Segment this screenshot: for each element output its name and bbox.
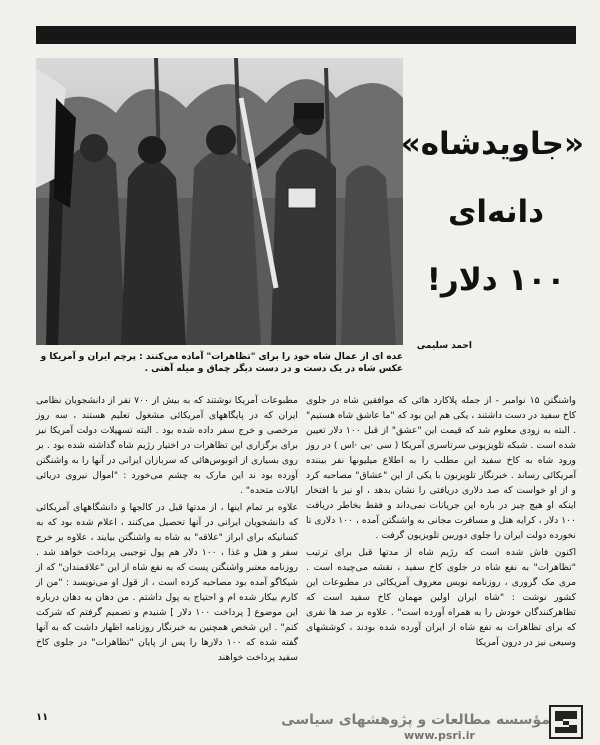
institute-logo-icon	[549, 705, 583, 739]
paragraph: واشنگتن ۱۵ نوامبر - از جمله پلاکارد هائی که موافقین شاه در جلوی کاخ سفید در دست داشتند ، یکی هم این بود که "ما عاشق شاه هستیم" . البته به زودی معلوم شد که قیمت این "عشق" از قبل ۱۰۰ دلار تعیین شده است . شبکه تلویزیونی سرتاسری آمریکا ( سی ·بی ·اس ) در روز ورود شاه به کاخ سفید این مطلب را به اطلاع میلیونها نفر بیننده آمریکائی رساند . خبرنگار تلویزیون با یکی از این "عشاق" مصاحبه کرد و از او خواست که صد دلاری دریافتی را نشان بدهد ، او نیز با افتخار اینکه او هیچ چیز در باره این جریانات نمی‌داند و فقط بخاطر دریافت ۱۰۰ دلار ، کرایه هتل و مسافرت مجانی به واشنگتن آمده ، ۱۰۰ دلاری تا نخورده دولت ایران را جلوی دوربین تلویزیون گرفت .	[306, 395, 576, 541]
photo-caption: عده ای از عمال شاه خود را برای "تظاهرات" آماده می‌کنند : پرچم ایران و آمریکا و عکس شاه در یک دست و در دست دیگر چماق و میله آهنی .	[40, 352, 403, 374]
paragraph: علاوه بر تمام اینها ، از مدتها قبل در کالجها و دانشگاههای آمریکائی که دانشجویان ایرانی در آنها تحصیل می‌کنند ، اعلام شده بود که به کسانیکه برای ابراز "علاقه" به شاه به واشنگتن بیایند ، علاوه بر خرج سفر و هتل و غذا ، ۱۰۰ دلار هم پول توجیبی پرداخت خواهد شد . روزنامه معتبر واشنگتن پست که به نفع شاه از این "علاقمندان" که از شیکاگو آمده بود مصاحبه کرده است ، از قول او می‌نویسد : "من از کارم بیکار شده ام و احتیاج به پول داشتم . من دهان به دهان درباره این موضوع [ پرداخت ۱۰۰ دلار ] شنیدم و تصمیم گرفتم که شرکت کنم" . این شخص همچنین به خبرنگار روزنامه اظهار داشت که به آنها گفته شده که ۱۰۰ دلارها را پس از پایان "تظاهرات" در جلوی کاخ سفید پرداخت خواهند	[36, 502, 298, 663]
news-photo	[36, 58, 403, 345]
page-number: ۱۱	[36, 712, 49, 723]
watermark-name: مؤسسه مطالعات و پژوهشهای سیاسی	[281, 712, 550, 728]
author-byline: احمد سلیمی	[416, 341, 472, 351]
headline	[400, 110, 584, 314]
photo-illustration	[36, 58, 403, 345]
headline-line-3: ۱۰۰ دلار!	[426, 262, 566, 298]
paragraph: اکنون فاش شده است که رژیم شاه از مدتها قبل برای ترتیب "تظاهرات" به نفع شاه در جلوی کاخ سفید ، نقشه می‌چیده است . مری مک گروری ، روزنامه نویس معروف آمریکائی در مطبوعات این کشور نوشت : "شاه ایران اولین مهمان کاخ سفید است که تظاهرکنندگان خودش را به همراه آورده است" . علاوه بر صد ها نفری که برای تظاهرات به نفع شاه از ایران آورده شده بودند ، کوششهای وسیعی نیز در درون آمریکا	[306, 547, 576, 648]
article-column-left	[36, 393, 298, 667]
headline-line-2: دانه‌ای	[447, 194, 544, 230]
article-column-right	[306, 393, 576, 652]
top-black-bar	[36, 26, 576, 44]
watermark-url: www.psri.ir	[404, 729, 475, 742]
headline-line-1: «جاویدشاه»	[400, 126, 584, 162]
paragraph: مطبوعات آمریکا نوشتند که به بیش از ۷۰۰ نفر از دانشجویان نظامی ایران که در پایگاههای آمریکائی مشغول تعلیم هستند ، سه روز مرخصی و خرج سفر داده شده بود . البته تسهیلات دولت آمریکا نیز برای برگزاری این تظاهرات در اختیار رژیم شاه گذاشته شده بود . بر روی بسیاری از اتوبوس‌هائی که سربازان ایرانی در آنها را به واشنگتن آورده بود ند این مارک به چشم می‌خورد : "اموال نیروی دریائی ایالات متحده" .	[36, 395, 298, 496]
